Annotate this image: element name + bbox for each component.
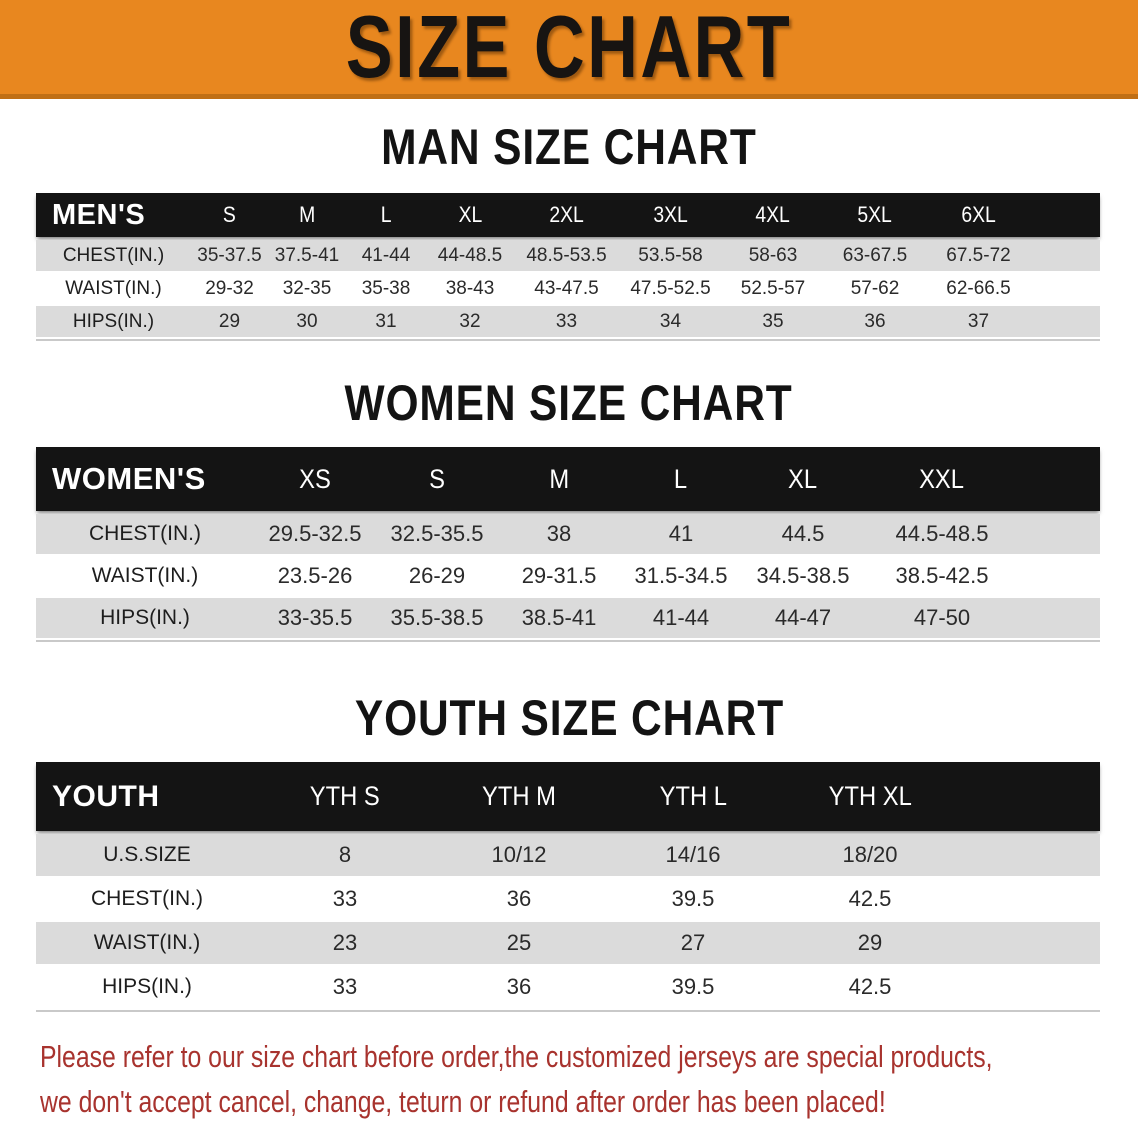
women-row-hips bbox=[36, 598, 1100, 640]
youth-header-size-l-text: YTH L bbox=[659, 781, 727, 811]
men-header-size-xl-text: XL bbox=[458, 202, 482, 227]
men-waist-m: 32-35 bbox=[282, 277, 332, 299]
men-hips-2xl: 33 bbox=[555, 310, 578, 332]
women-chest-s: 32.5-35.5 bbox=[390, 521, 484, 546]
men-header-size-l bbox=[346, 202, 426, 228]
women-header-size-s-text: S bbox=[429, 463, 445, 494]
women-waist-label: WAIST(IN.) bbox=[91, 564, 199, 587]
women-header-size-xxl-text: XXL bbox=[919, 463, 965, 494]
women-hips-l: 41-44 bbox=[652, 605, 710, 630]
youth-title-text: YOUTH SIZE CHART bbox=[354, 690, 784, 746]
youth-waist-label: WAIST(IN.) bbox=[93, 931, 201, 954]
men-row-waist bbox=[36, 273, 1100, 306]
women-chest-xxl: 44.5-48.5 bbox=[895, 521, 989, 546]
women-title-text: WOMEN SIZE CHART bbox=[344, 375, 794, 431]
women-row-waist bbox=[36, 556, 1100, 598]
men-header-size-2xl-text: 2XL bbox=[549, 202, 584, 227]
women-size-table bbox=[36, 447, 1100, 642]
men-header-size-4xl-text: 4XL bbox=[755, 202, 791, 227]
youth-waist-m: 25 bbox=[506, 930, 532, 955]
youth-header-size-xl-text: YTH XL bbox=[828, 781, 912, 811]
women-header-size-xxl bbox=[864, 464, 1020, 495]
men-header-size-2xl bbox=[514, 202, 619, 228]
men-header-size-6xl-text: 6XL bbox=[961, 202, 996, 227]
women-waist-m: 29-31.5 bbox=[521, 563, 597, 588]
youth-chest-m: 36 bbox=[506, 886, 532, 911]
women-header-size-xl bbox=[742, 464, 864, 495]
youth-chest-label: CHEST(IN.) bbox=[91, 887, 203, 910]
men-header-size-s bbox=[191, 202, 268, 228]
women-waist-xxl: 38.5-42.5 bbox=[895, 563, 989, 588]
men-chest-label: CHEST(IN.) bbox=[62, 244, 165, 266]
women-hips-m: 38.5-41 bbox=[521, 605, 597, 630]
women-header-size-xs bbox=[254, 464, 376, 495]
disclaimer-line-2: we don't accept cancel, change, teturn or refund after order has been placed! bbox=[40, 1084, 886, 1119]
women-hips-xs: 33-35.5 bbox=[277, 605, 353, 630]
disclaimer bbox=[0, 1034, 1138, 1124]
men-waist-l: 35-38 bbox=[361, 277, 411, 299]
men-table-header bbox=[36, 193, 1100, 237]
youth-row-chest bbox=[36, 878, 1100, 922]
youth-hips-xl: 42.5 bbox=[848, 974, 892, 999]
women-hips-label: HIPS(IN.) bbox=[100, 606, 190, 629]
men-chest-m: 37.5-41 bbox=[274, 244, 340, 266]
men-header-size-l-text: L bbox=[380, 202, 392, 227]
men-section bbox=[0, 121, 1138, 341]
youth-hips-m: 36 bbox=[506, 974, 532, 999]
women-waist-l: 31.5-34.5 bbox=[634, 563, 728, 588]
men-hips-xl: 32 bbox=[459, 310, 481, 332]
men-chest-5xl: 63-67.5 bbox=[842, 244, 908, 266]
men-chest-6xl: 67.5-72 bbox=[946, 244, 1011, 266]
men-hips-s: 29 bbox=[218, 310, 241, 332]
youth-waist-xl: 29 bbox=[857, 930, 883, 955]
youth-header-size-s bbox=[258, 781, 432, 812]
men-hips-5xl: 36 bbox=[864, 310, 886, 332]
women-chest-l: 41 bbox=[668, 521, 694, 546]
men-title-text: MAN SIZE CHART bbox=[381, 119, 757, 175]
youth-chest-l: 39.5 bbox=[671, 886, 715, 911]
men-chest-2xl: 48.5-53.5 bbox=[526, 244, 607, 266]
youth-header-size-m bbox=[432, 781, 606, 812]
youth-waist-l: 27 bbox=[680, 930, 706, 955]
men-header-size-m bbox=[268, 202, 346, 228]
women-header-label: WOMEN'S bbox=[52, 461, 206, 496]
youth-header-label: YOUTH bbox=[52, 779, 160, 813]
men-hips-4xl: 35 bbox=[762, 310, 784, 332]
youth-header-size-l bbox=[606, 781, 780, 812]
youth-ussize-m: 10/12 bbox=[491, 842, 547, 867]
women-waist-xs: 23.5-26 bbox=[277, 563, 353, 588]
women-header-size-m bbox=[498, 464, 620, 495]
women-hips-s: 35.5-38.5 bbox=[390, 605, 484, 630]
youth-waist-s: 23 bbox=[332, 930, 358, 955]
men-waist-5xl: 57-62 bbox=[850, 277, 900, 299]
youth-ussize-s: 8 bbox=[338, 842, 352, 867]
women-chest-label: CHEST(IN.) bbox=[89, 522, 201, 545]
women-section bbox=[0, 377, 1138, 642]
youth-chest-s: 33 bbox=[332, 886, 358, 911]
youth-table-header bbox=[36, 762, 1100, 831]
youth-hips-l: 39.5 bbox=[671, 974, 715, 999]
women-chest-xl: 44.5 bbox=[781, 521, 825, 546]
women-hips-xl: 44-47 bbox=[774, 605, 832, 630]
men-header-size-m-text: M bbox=[298, 202, 316, 227]
men-hips-3xl: 34 bbox=[659, 310, 682, 332]
women-row-chest bbox=[36, 514, 1100, 556]
size-chart-banner bbox=[0, 0, 1138, 99]
women-header-size-l-text: L bbox=[674, 463, 688, 494]
men-chest-l: 41-44 bbox=[361, 244, 411, 266]
women-section-title bbox=[0, 377, 1138, 429]
men-hips-l: 31 bbox=[375, 310, 397, 332]
youth-section bbox=[0, 692, 1138, 1012]
women-chest-xs: 29.5-32.5 bbox=[268, 521, 362, 546]
men-header-label: MEN'S bbox=[52, 198, 146, 231]
men-hips-m: 30 bbox=[296, 310, 318, 332]
men-header-size-xl bbox=[426, 202, 514, 228]
women-header-size-m-text: M bbox=[549, 463, 569, 494]
men-waist-s: 29-32 bbox=[205, 277, 254, 299]
youth-row-hips bbox=[36, 966, 1100, 1010]
women-table-header bbox=[36, 447, 1100, 511]
disclaimer-line-1: Please refer to our size chart before order,the customized jerseys are special products, bbox=[40, 1039, 993, 1074]
men-chest-s: 35-37.5 bbox=[197, 244, 262, 266]
women-header-size-s bbox=[376, 464, 498, 495]
men-header-size-3xl bbox=[619, 202, 722, 228]
youth-section-title bbox=[0, 692, 1138, 744]
men-waist-label: WAIST(IN.) bbox=[65, 277, 162, 299]
men-chest-xl: 44-48.5 bbox=[437, 244, 503, 266]
youth-row-ussize bbox=[36, 834, 1100, 878]
youth-header-size-m-text: YTH M bbox=[482, 781, 556, 811]
men-waist-4xl: 52.5-57 bbox=[740, 277, 806, 299]
men-header-size-3xl-text: 3XL bbox=[653, 202, 688, 227]
youth-ussize-label: U.S.SIZE bbox=[103, 843, 191, 866]
men-waist-6xl: 62-66.5 bbox=[946, 277, 1011, 299]
men-waist-3xl: 47.5-52.5 bbox=[630, 277, 711, 299]
men-waist-2xl: 43-47.5 bbox=[534, 277, 599, 299]
youth-ussize-l: 14/16 bbox=[665, 842, 721, 867]
men-chest-3xl: 53.5-58 bbox=[638, 244, 703, 266]
men-header-size-5xl-text: 5XL bbox=[857, 202, 893, 227]
women-header-size-xl-text: XL bbox=[788, 463, 818, 494]
youth-hips-label: HIPS(IN.) bbox=[102, 975, 192, 998]
women-waist-s: 26-29 bbox=[408, 563, 466, 588]
youth-ussize-xl: 18/20 bbox=[842, 842, 898, 867]
women-header-size-l bbox=[620, 464, 742, 495]
youth-header-size-xl bbox=[780, 781, 960, 812]
men-section-title bbox=[0, 121, 1138, 173]
men-row-chest bbox=[36, 240, 1100, 273]
women-waist-xl: 34.5-38.5 bbox=[756, 563, 850, 588]
men-header-size-s-text: S bbox=[223, 202, 236, 227]
men-header-size-5xl bbox=[824, 202, 926, 228]
women-header-size-xs-text: XS bbox=[299, 463, 331, 494]
men-header-size-4xl bbox=[722, 202, 824, 228]
women-hips-xxl: 47-50 bbox=[913, 605, 971, 630]
men-size-table bbox=[36, 193, 1100, 341]
banner-title: SIZE CHART bbox=[345, 0, 793, 96]
men-hips-label: HIPS(IN.) bbox=[72, 310, 155, 332]
women-chest-m: 38 bbox=[546, 521, 572, 546]
men-header-size-6xl bbox=[926, 202, 1031, 228]
youth-row-waist bbox=[36, 922, 1100, 966]
men-waist-xl: 38-43 bbox=[445, 277, 495, 299]
men-hips-6xl: 37 bbox=[967, 310, 990, 332]
men-row-hips bbox=[36, 306, 1100, 339]
youth-hips-s: 33 bbox=[332, 974, 358, 999]
youth-chest-xl: 42.5 bbox=[848, 886, 892, 911]
men-chest-4xl: 58-63 bbox=[748, 244, 798, 266]
youth-header-size-s-text: YTH S bbox=[310, 781, 380, 811]
youth-size-table bbox=[36, 762, 1100, 1012]
